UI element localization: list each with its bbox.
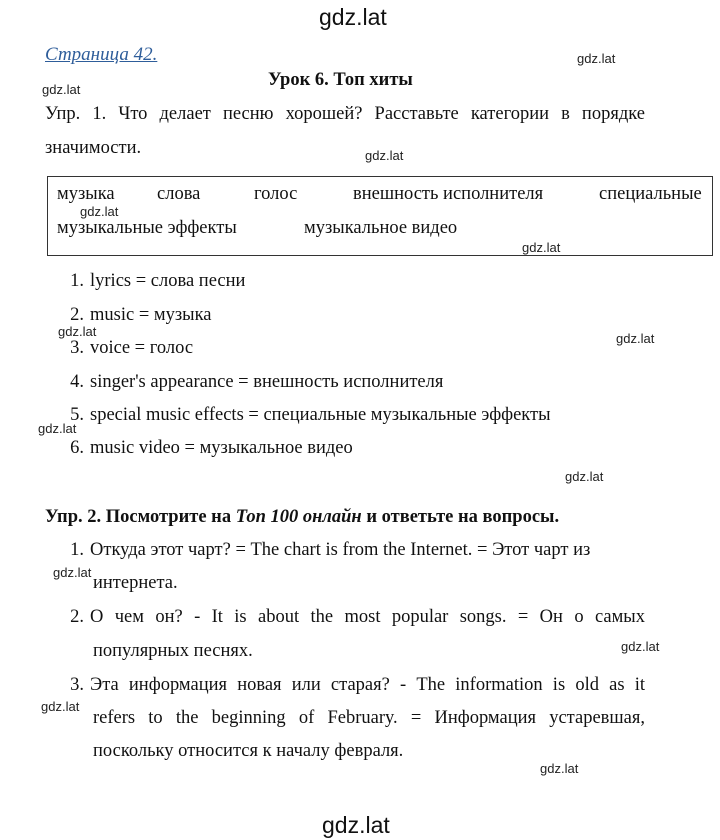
list-text: special music effects = специальные музыкальные эффекты: [90, 405, 551, 425]
list-number: 6.: [70, 438, 84, 458]
category-item: музыкальное видео: [304, 218, 458, 238]
list-number: 3.: [70, 338, 84, 358]
exercise2-title-prefix: Упр. 2. Посмотрите на: [45, 507, 236, 527]
question-item: [60, 540, 590, 561]
exercise2-title-suffix: и ответьте на вопросы.: [361, 507, 560, 527]
list-item: [60, 438, 353, 459]
question-line-wrap: [93, 708, 645, 729]
list-text: singer's appearance = внешность исполнителя: [90, 372, 444, 392]
watermark: gdz.lat: [577, 51, 616, 66]
question-line: refers to the beginning of February. = Информация устаревшая,: [93, 708, 645, 728]
list-number: 2.: [70, 305, 84, 325]
exercise2-title: [45, 507, 559, 528]
question-line: Эта информация новая или старая? - The information is old as it: [90, 675, 645, 695]
category-item: слова: [157, 184, 201, 204]
watermark: gdz.lat: [42, 82, 81, 97]
watermark: gdz.lat: [58, 324, 97, 339]
page-link[interactable]: Страница 42.: [45, 44, 158, 65]
watermark: gdz.lat: [41, 699, 80, 714]
exercise1-prompt: [45, 104, 645, 125]
list-item: [60, 305, 212, 326]
list-text: music video = музыкальное видео: [90, 438, 353, 458]
exercise1-prompt-line2: значимости.: [45, 138, 142, 158]
question-line: Откуда этот чарт? = The chart is from the Internet. = Этот чарт из: [90, 540, 591, 560]
list-text: voice = голос: [90, 338, 194, 358]
category-item: специальные: [599, 184, 702, 204]
list-text: lyrics = слова песни: [90, 271, 246, 291]
category-item: голос: [254, 184, 298, 204]
list-number: 4.: [70, 372, 84, 392]
watermark: gdz.lat: [365, 148, 404, 163]
lesson-title: Урок 6. Топ хиты: [268, 70, 413, 90]
watermark: gdz.lat: [38, 421, 77, 436]
category-item: музыкальные эффекты: [57, 218, 237, 238]
list-number: 5.: [70, 405, 84, 425]
list-item: [60, 338, 193, 359]
question-line: популярных песнях.: [93, 641, 253, 661]
watermark-top: gdz.lat: [319, 4, 387, 30]
watermark: gdz.lat: [621, 639, 660, 654]
list-item: [60, 372, 443, 393]
list-text: music = музыка: [90, 305, 212, 325]
list-item: [60, 405, 551, 426]
question-number: 1.: [70, 540, 84, 560]
watermark: gdz.lat: [540, 761, 579, 776]
exercise2-title-italic: Топ 100 онлайн: [235, 507, 362, 527]
category-item: музыка: [57, 184, 115, 204]
watermark: gdz.lat: [565, 469, 604, 484]
watermark: gdz.lat: [80, 204, 119, 219]
list-item: [60, 271, 245, 292]
question-line: О чем он? - It is about the most popular songs. = Он о самых: [90, 607, 645, 627]
question-number: 2.: [70, 607, 84, 627]
watermark: gdz.lat: [53, 565, 92, 580]
watermark: gdz.lat: [616, 331, 655, 346]
question-line: поскольку относится к началу февраля.: [93, 741, 404, 761]
category-item: внешность исполнителя: [353, 184, 544, 204]
exercise1-prompt-line1: Упр. 1. Что делает песню хорошей? Расставьте категории в порядке: [45, 104, 645, 124]
watermark-bottom: gdz.lat: [322, 812, 390, 838]
question-item: [60, 675, 645, 696]
question-item: [60, 607, 645, 628]
list-number: 1.: [70, 271, 84, 291]
question-line: интернета.: [93, 573, 178, 593]
question-number: 3.: [70, 675, 84, 695]
watermark: gdz.lat: [522, 240, 561, 255]
